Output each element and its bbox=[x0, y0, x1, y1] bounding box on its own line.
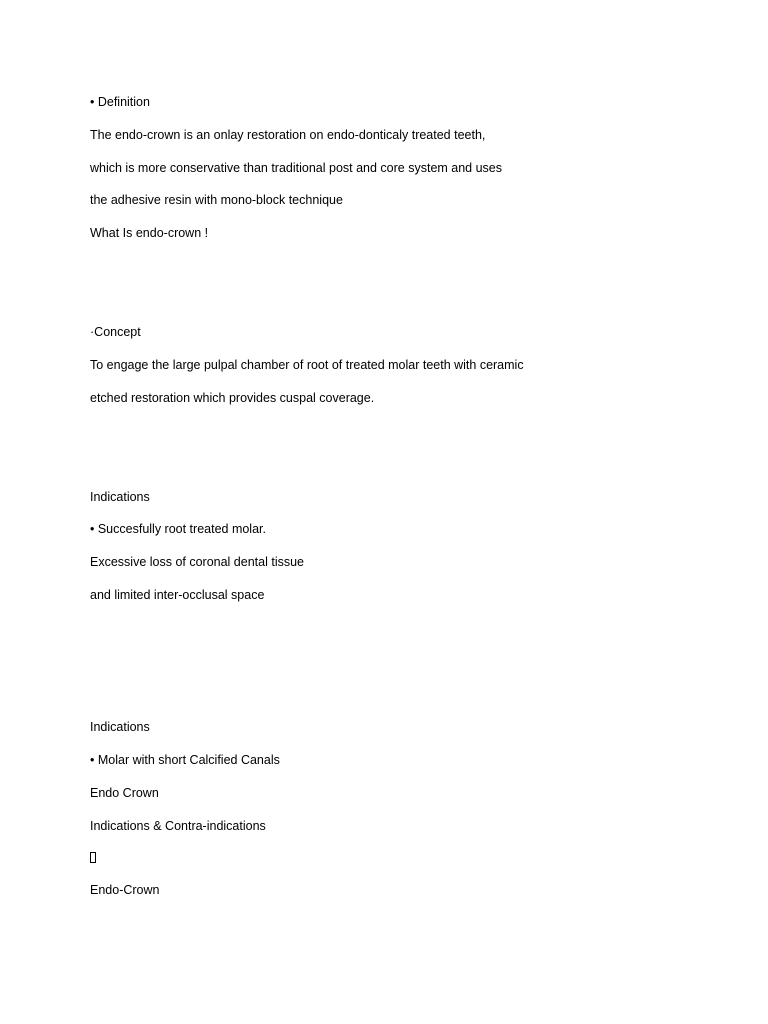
definition-line-3: the adhesive resin with mono-block technique bbox=[90, 193, 343, 207]
indications-2-line-2: Endo Crown bbox=[90, 786, 159, 800]
indications-1-line-3: and limited inter-occlusal space bbox=[90, 588, 265, 602]
concept-heading: ·Concept bbox=[90, 325, 141, 339]
definition-heading: • Definition bbox=[90, 95, 150, 109]
missing-glyph-box-icon bbox=[90, 852, 96, 863]
indications-heading-2: Indications bbox=[90, 720, 150, 734]
concept-line-1: To engage the large pulpal chamber of root of treated molar teeth with ceramic bbox=[90, 358, 524, 372]
definition-line-2: which is more conservative than traditional post and core system and uses bbox=[90, 161, 503, 175]
indications-2-line-3: Indications & Contra-indications bbox=[90, 819, 266, 833]
indications-1-line-2: Excessive loss of coronal dental tissue bbox=[90, 555, 304, 569]
missing-glyph-icon bbox=[90, 850, 96, 866]
indications-heading-1: Indications bbox=[90, 490, 150, 504]
definition-line-4: What Is endo-crown ! bbox=[90, 226, 209, 240]
indications-2-line-1: • Molar with short Calcified Canals bbox=[90, 753, 280, 767]
indications-1-line-1: • Succesfully root treated molar. bbox=[90, 522, 266, 536]
final-line: Endo-Crown bbox=[90, 883, 160, 897]
concept-line-2: etched restoration which provides cuspal coverage. bbox=[90, 391, 375, 405]
definition-line-1: The endo-crown is an onlay restoration on endo-donticaly treated teeth, bbox=[90, 128, 486, 142]
